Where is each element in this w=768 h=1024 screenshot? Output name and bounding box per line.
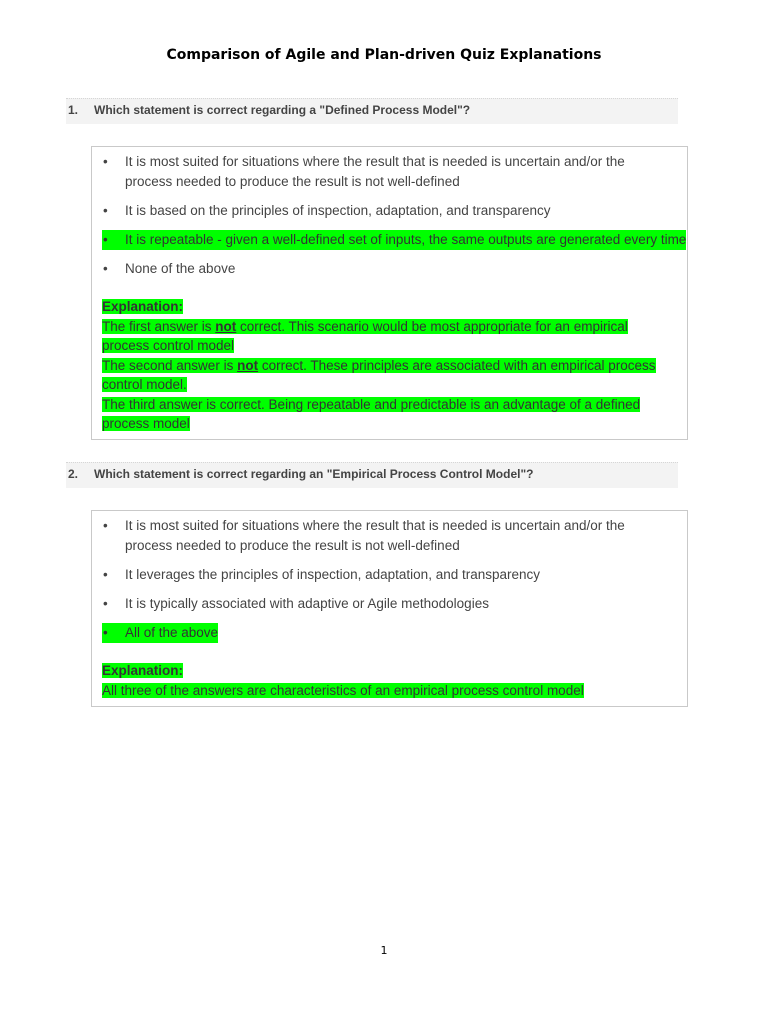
option-text: It is repeatable - given a well-defined set of inputs, the same outputs are generated every time bbox=[125, 232, 687, 247]
option-text: It leverages the principles of inspection, adaptation, and transparency bbox=[125, 567, 541, 582]
option-text: All of the above bbox=[125, 625, 219, 640]
option-text: None of the above bbox=[125, 261, 236, 276]
explanation-label: Explanation: bbox=[102, 663, 184, 678]
explanation-line-1: All three of the answers are characteristics of an empirical process control model bbox=[102, 682, 584, 698]
question-2-option-4-correct bbox=[102, 623, 218, 643]
page-title: Comparison of Agile and Plan-driven Quiz Explanations bbox=[166, 47, 602, 63]
bullet-icon: • bbox=[103, 232, 108, 247]
question-1-explanation bbox=[102, 297, 677, 434]
explanation-line-3: The third answer is correct. Being repeatable and predictable is an advantage of a defined process model bbox=[102, 396, 641, 431]
bullet-icon: • bbox=[103, 518, 108, 533]
question-1-option-1 bbox=[102, 152, 673, 192]
option-text: It is most suited for situations where the result that is needed is uncertain and/or the process needed to produce the result is not well-defined bbox=[125, 518, 625, 553]
bullet-icon: • bbox=[103, 625, 108, 640]
question-2-option-2 bbox=[102, 565, 540, 585]
question-1-option-4 bbox=[102, 259, 235, 279]
bullet-icon: • bbox=[103, 567, 108, 582]
bullet-icon: • bbox=[103, 203, 108, 218]
question-2-number: 2. bbox=[68, 467, 79, 481]
question-1-text: Which statement is correct regarding a "Defined Process Model"? bbox=[94, 103, 471, 117]
option-text: It is based on the principles of inspection, adaptation, and transparency bbox=[125, 203, 551, 218]
question-1-option-2 bbox=[102, 201, 551, 221]
option-text: It is typically associated with adaptive or Agile methodologies bbox=[125, 596, 489, 611]
bullet-icon: • bbox=[103, 154, 108, 169]
option-text: It is most suited for situations where the result that is needed is uncertain and/or the process needed to produce the result is not well-defined bbox=[125, 154, 625, 189]
page-number: 1 bbox=[380, 944, 388, 957]
explanation-line-1: The first answer is not correct. This scenario would be most appropriate for an empirical process control model bbox=[102, 318, 628, 353]
question-2-header bbox=[66, 462, 678, 488]
question-1-header bbox=[66, 98, 678, 124]
bullet-icon: • bbox=[103, 596, 108, 611]
question-2-option-3 bbox=[102, 594, 489, 614]
question-1-answer-box bbox=[91, 146, 688, 440]
question-1-number: 1. bbox=[68, 103, 79, 117]
question-1-option-3-correct bbox=[102, 230, 686, 250]
bullet-icon: • bbox=[103, 261, 108, 276]
question-2-answer-box bbox=[91, 510, 688, 707]
question-2-text: Which statement is correct regarding an "Empirical Process Control Model"? bbox=[94, 467, 534, 481]
explanation-line-2: The second answer is not correct. These principles are associated with an empirical process control model. bbox=[102, 357, 656, 392]
explanation-label: Explanation: bbox=[102, 299, 184, 314]
question-2-explanation bbox=[102, 661, 677, 700]
question-2-option-1 bbox=[102, 516, 673, 556]
